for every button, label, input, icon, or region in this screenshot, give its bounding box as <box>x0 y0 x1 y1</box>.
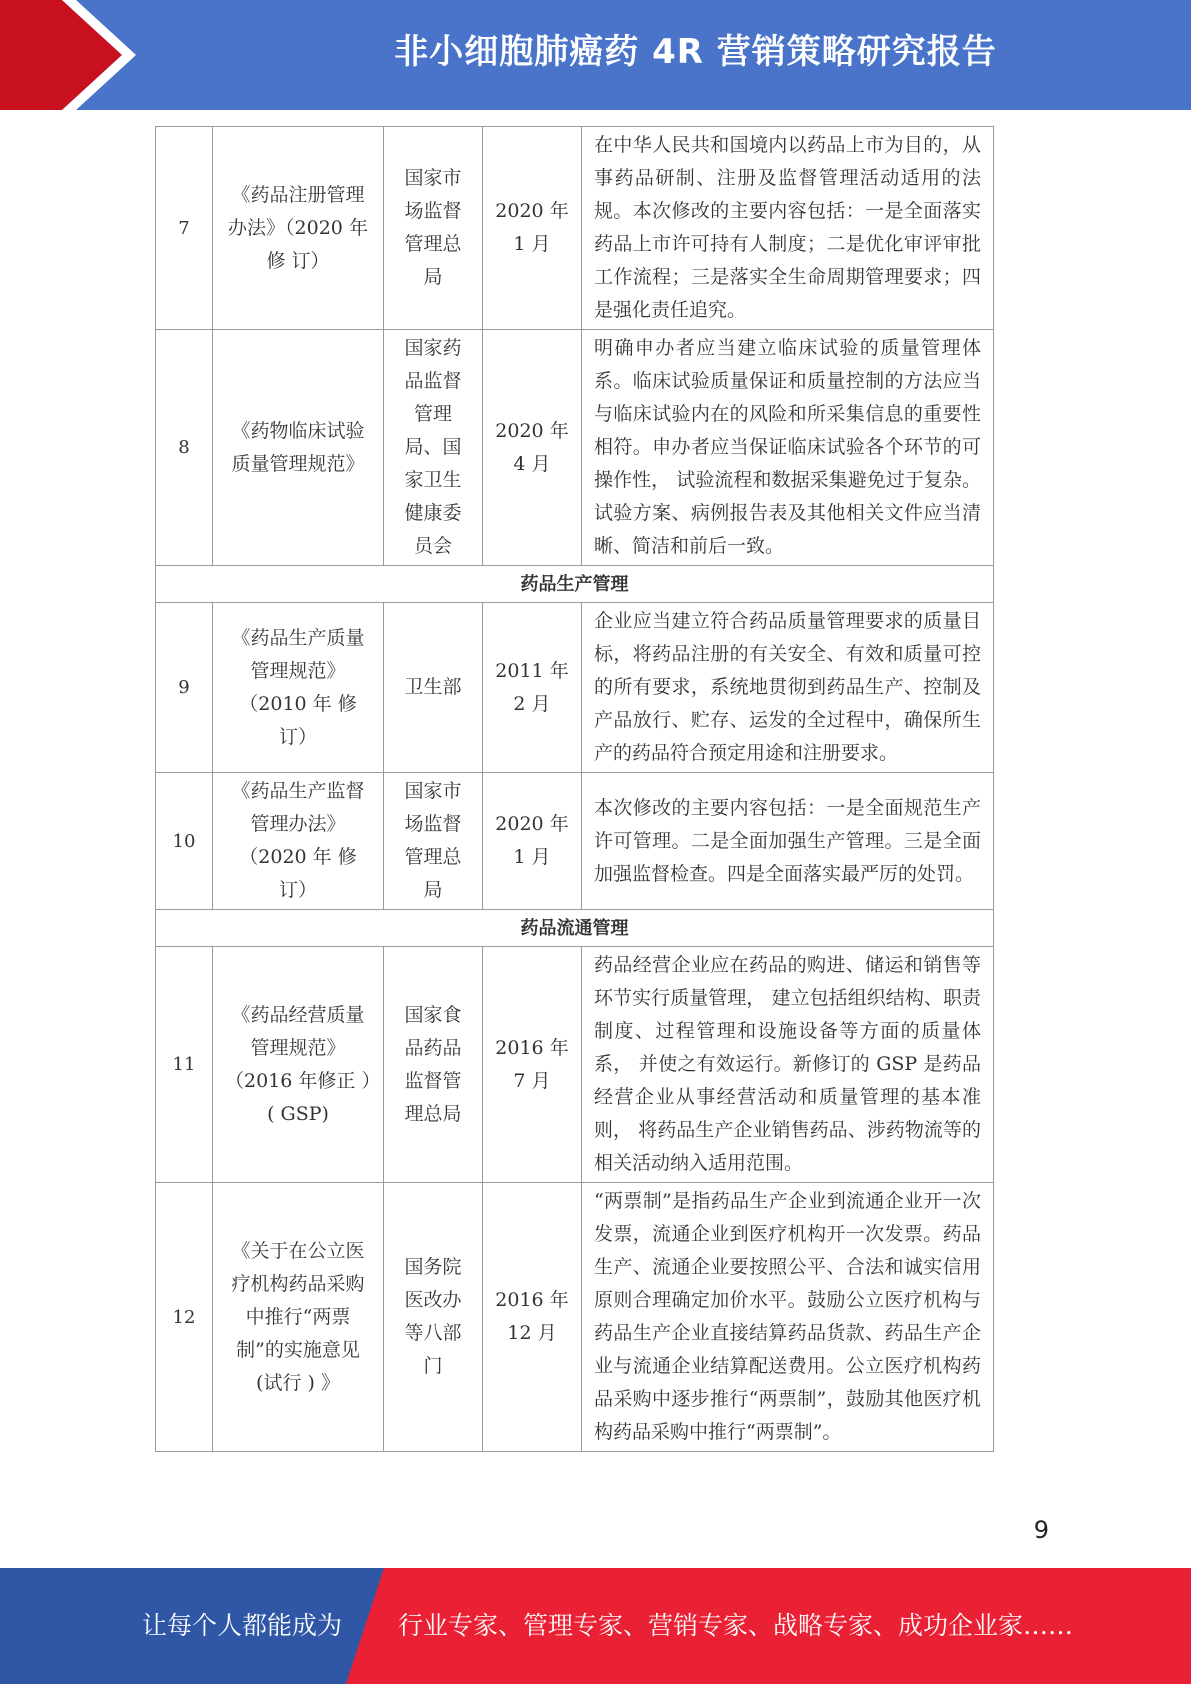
issue-date: 2020 年 1 月 <box>483 127 582 330</box>
issuing-authority: 国家市场监督管理总局 <box>384 127 483 330</box>
issue-date: 2020 年 4 月 <box>483 330 582 566</box>
issuing-authority: 国务院医改办等八部门 <box>384 1183 483 1452</box>
regulation-name: 《关于在公立医疗机构药品采购中推行“两票制”的实施意见(试行 ) 》 <box>213 1183 384 1452</box>
section-title: 药品流通管理 <box>156 910 994 947</box>
row-number: 12 <box>156 1183 213 1452</box>
issuing-authority: 国家食品药品监督管理总局 <box>384 947 483 1183</box>
table-row <box>156 330 994 566</box>
issue-date: 2020 年 1 月 <box>483 773 582 910</box>
regulation-name: 《药物临床试验质量管理规范》 <box>213 330 384 566</box>
issuing-authority: 国家市场监督管理总局 <box>384 773 483 910</box>
row-number: 11 <box>156 947 213 1183</box>
row-number: 10 <box>156 773 213 910</box>
regulation-description: 在中华人民共和国境内以药品上市为目的，从事药品研制、注册及监督管理活动适用的法规。本次修改的主要内容包括：一是全面落实药品上市许可持有人制度；二是优化审评审批工作流程；三是落实全生命周期管理要求；四是强化责任追究。 <box>582 127 994 330</box>
row-number: 9 <box>156 603 213 773</box>
section-title: 药品生产管理 <box>156 566 994 603</box>
regulation-name: 《药品生产监督管理办法》（2020 年 修 订） <box>213 773 384 910</box>
regulation-description: “两票制”是指药品生产企业到流通企业开一次发票，流通企业到医疗机构开一次发票。药品生产、流通企业要按照公平、合法和诚实信用原则合理确定加价水平。鼓励公立医疗机构与药品生产企业直接结算药品货款、药品生产企业与流通企业结算配送费用。公立医疗机构药品采购中逐步推行“两票制”，鼓励其他医疗机构药品采购中推行“两票制”。 <box>582 1183 994 1452</box>
table-row <box>156 127 994 330</box>
table-row <box>156 1183 994 1452</box>
regulation-name: 《药品经营质量管理规范》（2016 年修正 ）( GSP) <box>213 947 384 1183</box>
table-row <box>156 773 994 910</box>
issuing-authority: 国家药品监督管理局、国家卫生健康委员会 <box>384 330 483 566</box>
table-section-row <box>156 910 994 947</box>
regulation-description: 药品经营企业应在药品的购进、储运和销售等环节实行质量管理， 建立包括组织结构、职责制度、过程管理和设施设备等方面的质量体系， 并使之有效运行。新修订的 GSP 是药品经营企业从事经营活动和质量管理的基本准则， 将药品生产企业销售药品、涉药物流等的相关活动纳入适用范围。 <box>582 947 994 1183</box>
issue-date: 2016 年 7 月 <box>483 947 582 1183</box>
row-number: 7 <box>156 127 213 330</box>
table-section-row <box>156 566 994 603</box>
regulation-description: 企业应当建立符合药品质量管理要求的质量目标，将药品注册的有关安全、有效和质量可控的所有要求，系统地贯彻到药品生产、控制及产品放行、贮存、运发的全过程中，确保所生产的药品符合预定用途和注册要求。 <box>582 603 994 773</box>
page-header <box>0 0 1191 110</box>
page-number: 9 <box>1033 1516 1049 1544</box>
regulation-name: 《药品注册管理办法》（2020 年 修 订） <box>213 127 384 330</box>
issue-date: 2011 年 2 月 <box>483 603 582 773</box>
table-row <box>156 603 994 773</box>
regulations-table <box>155 126 994 1452</box>
footer-slogan-right: 行业专家、管理专家、营销专家、战略专家、成功企业家…… <box>398 1611 1074 1640</box>
report-title: 非小细胞肺癌药 4R 营销策略研究报告 <box>394 32 997 72</box>
table-row <box>156 947 994 1183</box>
page-footer <box>0 1568 1191 1684</box>
footer-slogan-left: 让每个人都能成为 <box>142 1611 343 1640</box>
issuing-authority: 卫生部 <box>384 603 483 773</box>
regulation-description: 明确申办者应当建立临床试验的质量管理体系。临床试验质量保证和质量控制的方法应当与临床试验内在的风险和所采集信息的重要性相符。申办者应当保证临床试验各个环节的可操作性， 试验流程和数据采集避免过于复杂。试验方案、病例报告表及其他相关文件应当清晰、简洁和前后一致。 <box>582 330 994 566</box>
regulation-description: 本次修改的主要内容包括：一是全面规范生产许可管理。二是全面加强生产管理。三是全面加强监督检查。四是全面落实最严厉的处罚。 <box>582 773 994 910</box>
header-arrow-decoration <box>0 0 150 110</box>
regulation-name: 《药品生产质量管理规范》（2010 年 修 订） <box>213 603 384 773</box>
issue-date: 2016 年 12 月 <box>483 1183 582 1452</box>
row-number: 8 <box>156 330 213 566</box>
